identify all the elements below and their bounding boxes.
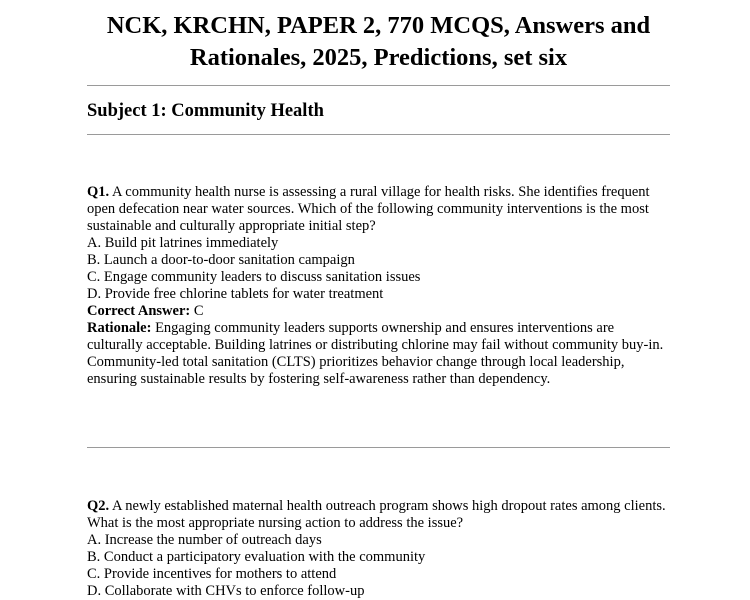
question-number: Q1.	[87, 184, 110, 200]
divider	[87, 85, 670, 86]
subject-heading: Subject 1: Community Health	[87, 101, 324, 121]
option-b: B. Conduct a participatory evaluation with the community	[87, 549, 426, 565]
rationale	[87, 320, 670, 388]
option-c: C. Engage community leaders to discuss sanitation issues	[87, 269, 421, 285]
question-stem	[87, 498, 670, 532]
rationale-text: Engaging community leaders supports ownership and ensures interventions are culturally acceptable. Building latrines or distributing chlorine may fail without community buy-in. Community-led total sanitation (CLTS) prioritizes behavior change through local leadership, ensuring sustainable results by fostering self-awareness rather than dependency.	[87, 320, 664, 387]
option-d: D. Provide free chlorine tablets for water treatment	[87, 286, 384, 302]
document-title	[77, 10, 680, 74]
option-a: A. Increase the number of outreach days	[87, 532, 322, 548]
option-c: C. Provide incentives for mothers to attend	[87, 566, 337, 582]
correct-answer-value: C	[193, 303, 204, 319]
question-2	[87, 498, 670, 600]
title-line-2: Rationales, 2025, Predictions, set six	[189, 44, 568, 71]
option-b: B. Launch a door-to-door sanitation campaign	[87, 252, 355, 268]
question-1	[87, 184, 670, 388]
option-d: D. Collaborate with CHVs to enforce follow-up	[87, 583, 365, 599]
divider	[87, 447, 670, 448]
title-line-1: NCK, KRCHN, PAPER 2, 770 MCQS, Answers and	[106, 12, 651, 39]
option-a: A. Build pit latrines immediately	[87, 235, 279, 251]
divider	[87, 134, 670, 135]
question-text: A community health nurse is assessing a rural village for health risks. She identifies frequent open defecation near water sources. Which of the following community interventions is the most sustainable and culturally appropriate initial step?	[87, 184, 650, 234]
correct-answer	[87, 303, 670, 320]
question-number: Q2.	[87, 498, 110, 514]
question-stem	[87, 184, 670, 235]
correct-answer-label: Correct Answer:	[87, 303, 191, 319]
rationale-label: Rationale:	[87, 320, 152, 336]
question-text: A newly established maternal health outreach program shows high dropout rates among clients. What is the most appropriate nursing action to address the issue?	[87, 498, 666, 531]
